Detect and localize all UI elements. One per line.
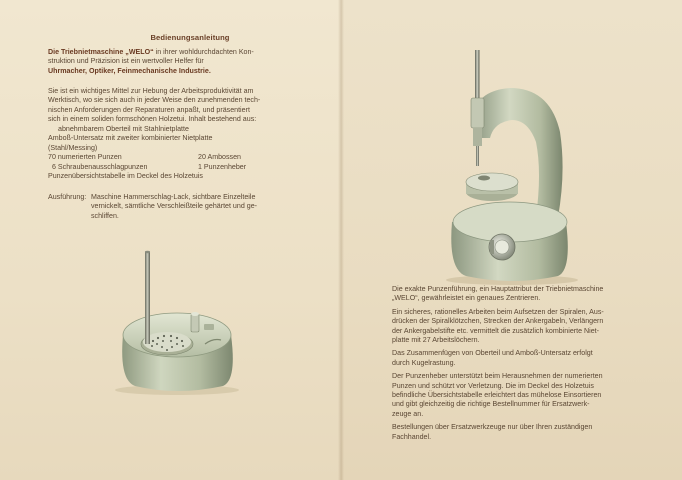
ausfuehrung-line: schliffen. — [91, 211, 119, 220]
right-paragraph-line: und gibt gleichzeitig die richtige Bestellnummer für Ersatzwerk- — [392, 400, 590, 409]
contents-item: 20 Ambossen — [198, 153, 241, 162]
ausfuehrung-label: Ausführung: — [48, 193, 87, 201]
right-paragraph — [392, 308, 670, 346]
contents-item: (Stahl/Messing) — [48, 143, 98, 152]
productivity-line: sich in einem soliden formschönen Holzetui. Inhalt bestehend aus: — [48, 115, 257, 124]
right-paragraph — [392, 349, 670, 368]
right-paragraph-line: platte mit 27 Arbeitslöchern. — [392, 336, 480, 345]
intro-paragraph — [48, 48, 318, 76]
riveting-machine-photo — [432, 42, 582, 287]
right-paragraph-line: Punzen und schützt vor Verletzung. Die im Deckel des Holzetuis — [392, 381, 594, 390]
contents-item: 70 numerierten Punzen — [48, 153, 122, 162]
ausfuehrung-line: Maschine Hammerschlag-Lack, sichtbare Einzelteile — [91, 193, 256, 201]
page-title: Bedienungsanleitung — [150, 33, 230, 42]
contents-item: 1 Punzenheber — [198, 162, 247, 171]
right-paragraph-line: Bestellungen über Ersatzwerkzeuge nur über Ihren zuständigen — [392, 423, 593, 432]
contents-row — [48, 153, 318, 162]
contents-row — [48, 163, 318, 172]
right-paragraph-line: zeuge an. — [392, 409, 424, 418]
productivity-line: Sie ist ein wichtiges Mittel zur Hebung der Arbeitsproduktivität am — [48, 87, 254, 95]
right-paragraph-line: „WELO“, gewährleistet ein genaues Zentrieren. — [392, 294, 541, 303]
ausfuehrung-text — [91, 193, 321, 221]
right-paragraph-line: der Ankergabelstifte etc. vermittelt die zusätzlich kombinierte Niet- — [392, 326, 599, 335]
contents-item: 6 Schraubenausschlagpunzen — [52, 162, 148, 171]
productivity-line: nischen Anforderungen der Reparaturen anpaßt, und präsentiert — [48, 105, 250, 114]
right-paragraph-line: Fachhandel. — [392, 432, 432, 441]
contents-item: Punzenübersichtstabelle im Deckel des Holzetuis — [48, 172, 203, 180]
anvil-base-photo — [105, 240, 245, 395]
right-paragraph-line: durch Kugelrastung. — [392, 358, 456, 367]
productivity-line: Werktisch, wo sie sich auch in jeder Weise den zunehmenden tech- — [48, 96, 261, 105]
right-paragraph — [392, 372, 670, 419]
contents-item: Amboß-Untersatz mit zweiter kombinierter Nietplatte — [48, 134, 213, 143]
intro-line1-rest: in ihrer wohldurchdachten Kon- — [153, 48, 254, 56]
right-paragraph — [392, 423, 670, 442]
right-paragraph-line: drücken der Spiralklötzchen, Strecken der Ankergabeln, Verlängern — [392, 317, 604, 326]
intro-product-name: Die Triebnietmaschine „WELO“ — [48, 48, 154, 56]
intro-line2: struktion und Präzision ist ein wertvoller Helfer für — [48, 57, 204, 66]
page-fold — [338, 0, 344, 480]
right-text-block — [392, 285, 670, 442]
contents-item: abnehmbarem Oberteil mit Stahlnietplatte — [58, 125, 189, 133]
right-paragraph-line: Die exakte Punzenführung, ein Hauptattribut der Triebnietmaschine — [392, 285, 604, 293]
right-paragraph-line: befindliche Übersichtstabelle erleichtert das mühelose Einsortieren — [392, 391, 602, 400]
right-paragraph-line: Ein sicheres, rationelles Arbeiten beim Aufsetzen der Spiralen, Aus- — [392, 307, 604, 316]
right-paragraph — [392, 285, 670, 304]
contents-list — [48, 125, 318, 181]
intro-audience: Uhrmacher, Optiker, Feinmechanische Industrie. — [48, 66, 211, 75]
ausfuehrung-line: vernickelt, sämtliche Verschleißteile gehärtet und ge- — [91, 202, 257, 211]
productivity-paragraph — [48, 87, 323, 125]
right-paragraph-line: Der Punzenheber unterstützt beim Herausnehmen der numerierten — [392, 372, 603, 381]
right-paragraph-line: Das Zusammenfügen von Oberteil und Amboß-Untersatz erfolgt — [392, 349, 593, 358]
